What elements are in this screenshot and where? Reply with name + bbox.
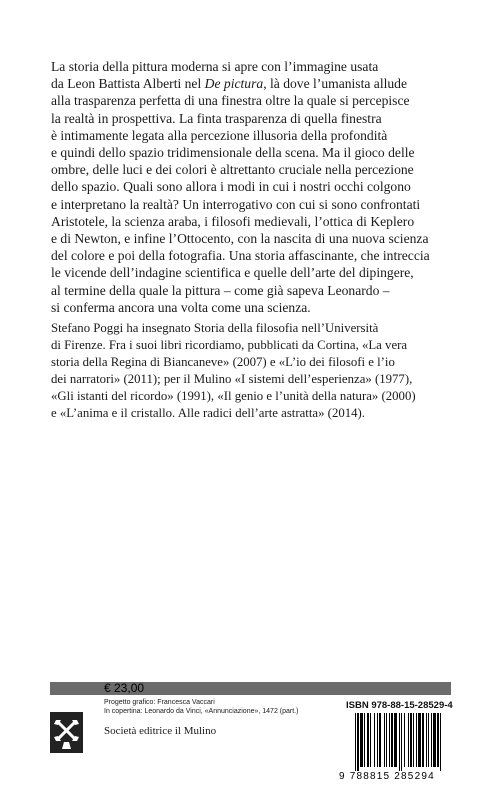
blurb-line: e quindi dello spazio tridimensionale della scena. Ma il gioco delle bbox=[51, 145, 415, 161]
blurb-line: si conferma ancora una volta come una scienza. bbox=[51, 299, 311, 315]
barcode-bar bbox=[389, 713, 390, 767]
barcode-bar bbox=[433, 713, 436, 767]
barcode bbox=[353, 713, 453, 771]
blurb-line bbox=[51, 75, 481, 92]
barcode-bar bbox=[422, 713, 424, 767]
credits bbox=[104, 699, 298, 716]
blurb-line: ombre, delle luci e dei colori è altrettanto cruciale nella percezione bbox=[51, 162, 414, 178]
blurb-line: e di Newton, e infine l’Ottocento, con la nascita di una nuova scienza bbox=[51, 231, 429, 247]
blurb-line: al termine della quale la pittura – come già sapeva Leonardo – bbox=[51, 282, 390, 298]
author-line: di Firenze. Fra i suoi libri ricordiamo, pubblicati da Cortina, «La vera bbox=[51, 338, 408, 352]
author-line: e «L’anima e il cristallo. Alle radici dell’arte astratta» (2014). bbox=[51, 406, 365, 420]
isbn-label: ISBN 978-88-15-28529-4 bbox=[346, 700, 453, 711]
barcode-bar bbox=[399, 713, 400, 771]
barcode-bar bbox=[418, 713, 421, 767]
author-line: dei narratori» (2011); per il Mulino «I sistemi dell’esperienza» (1977), bbox=[51, 372, 413, 386]
blurb-line: è intimamente legata alla percezione illusoria della profondità bbox=[51, 127, 388, 143]
blurb-line-start: da Leon Battista Alberti nel bbox=[51, 76, 205, 92]
author-line: Stefano Poggi ha insegnato Storia della filosofia nell’Università bbox=[51, 321, 379, 335]
blurb-line: le vicende dell’indagine scientifica e quelle dell’arte del dipingere, bbox=[51, 265, 414, 281]
barcode-bar bbox=[416, 713, 417, 767]
price-label: € 23,00 bbox=[104, 681, 145, 695]
barcode-bar bbox=[367, 713, 369, 767]
barcode-bar bbox=[440, 713, 441, 771]
barcode-bar bbox=[401, 713, 402, 771]
barcode-bar bbox=[394, 713, 397, 767]
author-line: storia della Regina di Biancaneve» (2007) e «L’io dei filosofi e l’io bbox=[51, 355, 395, 369]
barcode-bar bbox=[355, 713, 356, 771]
barcode-bar bbox=[437, 713, 439, 767]
back-cover-blurb bbox=[51, 58, 481, 316]
author-bio bbox=[51, 320, 481, 422]
barcode-bar bbox=[379, 713, 381, 767]
barcode-bar bbox=[374, 713, 375, 767]
barcode-bar bbox=[384, 713, 385, 767]
barcode-bar bbox=[391, 713, 393, 767]
barcode-bar bbox=[410, 713, 412, 767]
blurb-line: La storia della pittura moderna si apre con l’immagine usata bbox=[51, 59, 379, 74]
barcode-bar bbox=[428, 713, 429, 767]
barcode-bar bbox=[370, 713, 371, 767]
barcode-digits: 9 788815 285294 bbox=[339, 771, 435, 782]
barcode-bar bbox=[360, 713, 363, 767]
barcode-bar bbox=[404, 713, 405, 767]
book-title-italic: De pictura bbox=[204, 76, 264, 92]
barcode-bar bbox=[426, 713, 427, 767]
blurb-line: Aristotele, la scienza araba, i filosofi medievali, l’ottica di Keplero bbox=[51, 213, 415, 229]
blurb-line: e interpretano la realtà? Un interrogativo con cui si sono confrontati bbox=[51, 196, 421, 212]
barcode-bar bbox=[408, 713, 409, 767]
mill-logo-icon bbox=[50, 712, 83, 753]
barcode-bar bbox=[431, 713, 432, 767]
design-credit: Progetto grafico: Francesca Vaccari bbox=[104, 699, 215, 706]
barcode-bar bbox=[364, 713, 365, 767]
blurb-line: dello spazio. Quali sono allora i modi in cui i nostri occhi colgono bbox=[51, 179, 411, 195]
blurb-line-end: , là dove l’umanista allude bbox=[263, 76, 408, 92]
barcode-bar bbox=[357, 713, 359, 771]
barcode-bar bbox=[413, 713, 414, 767]
blurb-line: la realtà in prospettiva. La finta trasparenza di quella finestra bbox=[51, 110, 382, 126]
blurb-line: del colore e poi della fotografia. Una storia affascinante, che intreccia bbox=[51, 248, 430, 264]
cover-credit: In copertina: Leonardo da Vinci, «Annunciazione», 1472 (part.) bbox=[104, 707, 299, 715]
author-line: «Gli istanti del ricordo» (1991), «Il genio e l’unità della natura» (2000) bbox=[51, 389, 416, 403]
publisher-name: Società editrice il Mulino bbox=[104, 725, 217, 737]
barcode-bar bbox=[386, 713, 387, 767]
mill-logo-svg bbox=[50, 712, 83, 753]
barcode-bar bbox=[377, 713, 378, 767]
barcode-graphic bbox=[353, 713, 453, 771]
blurb-line: alla trasparenza perfetta di una finestra oltre la quale si percepisce bbox=[51, 93, 410, 109]
